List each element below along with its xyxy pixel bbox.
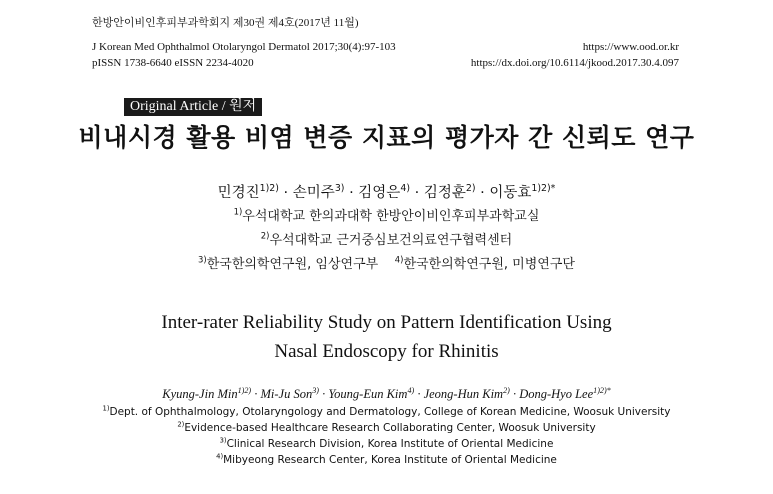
author-english-name: Jeong-Hun Kim — [423, 387, 504, 401]
affiliation-marker: 3) — [219, 436, 227, 445]
affiliation-english-2 — [0, 422, 773, 434]
title-korean: 비내시경 활용 비염 변증 지표의 평가자 간 신뢰도 연구 — [78, 123, 695, 152]
affiliation-marker: 1) — [102, 404, 110, 413]
author-separator: · — [475, 185, 490, 201]
author-korean-affiliation-marker: 1)2) — [259, 183, 279, 195]
author-separator: · — [509, 387, 520, 401]
affiliation-marker: 2) — [177, 420, 185, 429]
author-english-name: Kyung-Jin Min — [162, 387, 238, 401]
affiliation-korean-3-4 — [0, 253, 773, 272]
author-korean-affiliation-marker: 3) — [334, 183, 345, 195]
author-english-affiliation-marker: 4) — [407, 385, 415, 395]
affiliation-marker: 1) — [233, 206, 243, 217]
affiliation-text: 우석대학교 근거중심보건의료연구협력센터 — [269, 233, 513, 248]
author-english-name: Dong-Hyo Lee — [519, 387, 594, 401]
journal-issn: pISSN 1738-6640 eISSN 2234-4020 — [92, 57, 254, 69]
title-english-line-2: Nasal Endoscopy for Rhinitis — [274, 341, 499, 362]
author-korean-name: 김정훈 — [423, 185, 466, 201]
affiliation-korean-2 — [0, 229, 773, 248]
author-korean-name: 민경진 — [217, 185, 260, 201]
author-separator: · — [278, 185, 293, 201]
doi-link[interactable]: https://dx.doi.org/10.6114/jkood.2017.30.4.097 — [470, 57, 679, 69]
author-separator: · — [318, 387, 329, 401]
author-korean-affiliation-marker: 4) — [400, 183, 410, 195]
author-english-affiliation-marker: 3) — [312, 385, 319, 395]
affiliation-text: 한국한의학연구원, 임상연구부 — [206, 257, 379, 272]
author-korean-affiliation-marker: 1)2)* — [531, 183, 556, 195]
affiliation-text: Dept. of Ophthalmology, Otolaryngology and Dermatology, College of Korean Medicine, Woosuk University — [109, 406, 671, 418]
affiliation-english-4 — [0, 454, 773, 466]
affiliation-text: Mibyeong Research Center, Korea Institute of Oriental Medicine — [223, 454, 557, 466]
author-english-name: Young-Eun Kim — [328, 387, 408, 401]
affiliation-text: 우석대학교 한의과대학 한방안이비인후피부과학교실 — [242, 209, 540, 224]
journal-url-link[interactable]: https://www.ood.or.kr — [582, 41, 679, 53]
author-separator: · — [414, 387, 424, 401]
journal-name-korean: 한방안이비인후피부과학회지 제30권 제4호(2017년 11월) — [92, 17, 359, 29]
journal-citation: J Korean Med Ophthalmol Otolaryngol Dermatol 2017;30(4):97-103 — [92, 41, 396, 53]
author-separator: · — [344, 185, 359, 201]
author-english-affiliation-marker: 1)2) — [237, 385, 252, 395]
author-korean-affiliation-marker: 2) — [465, 183, 476, 195]
authors-korean — [0, 181, 773, 202]
affiliation-marker: 4) — [216, 452, 224, 461]
author-english-name: Mi-Ju Son — [260, 387, 313, 401]
article-type-text: Original Article / 원저 — [124, 98, 262, 116]
affiliation-marker: 3) — [198, 254, 207, 265]
author-korean-name: 김영은 — [358, 185, 401, 201]
article-type-label — [124, 95, 262, 115]
author-english-affiliation-marker: 2) — [503, 385, 510, 395]
author-korean-name: 이동효 — [489, 185, 532, 201]
affiliation-marker: 4) — [394, 254, 404, 265]
affiliation-text: 한국한의학연구원, 미병연구단 — [403, 257, 575, 272]
author-separator: · — [251, 387, 261, 401]
affiliation-korean-1 — [0, 205, 773, 224]
affiliation-text: Evidence-based Healthcare Research Collaborating Center, Woosuk University — [184, 422, 596, 434]
affiliation-marker: 2) — [260, 230, 270, 241]
authors-english — [0, 387, 773, 402]
author-separator: · — [409, 185, 424, 201]
author-english-affiliation-marker: 1)2)* — [593, 385, 611, 395]
affiliation-english-3 — [0, 438, 773, 450]
affiliation-english-1 — [0, 406, 773, 418]
author-korean-name: 손미주 — [292, 185, 335, 201]
title-english-line-1: Inter-rater Reliability Study on Pattern Identification Using — [161, 312, 612, 333]
affiliation-text: Clinical Research Division, Korea Institute of Oriental Medicine — [226, 438, 554, 450]
